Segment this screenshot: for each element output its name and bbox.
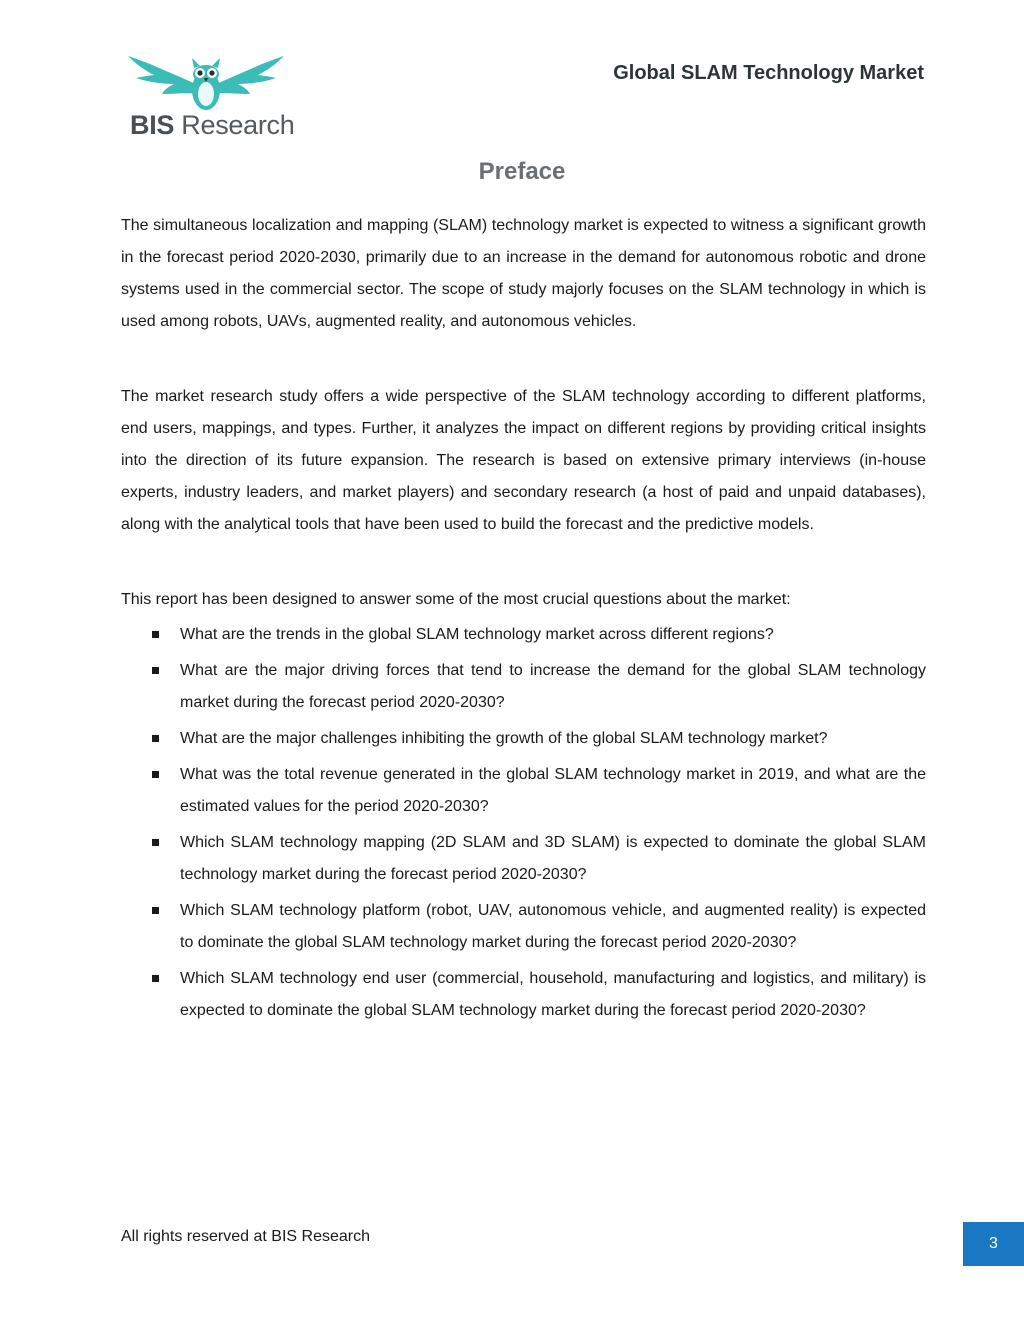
list-item: [121, 895, 926, 959]
document-header-title: Global SLAM Technology Market: [613, 62, 924, 84]
bullet-icon: [152, 839, 159, 846]
list-item: [121, 963, 926, 1027]
bullet-icon: [152, 771, 159, 778]
bullet-icon: [152, 735, 159, 742]
bullet-icon: [152, 631, 159, 638]
paragraph-study-scope: The market research study offers a wide perspective of the SLAM technology according to different platforms, end users, mappings, and types. Further, it analyzes the impact on different regions by providing critical insights into the direction of its future expansion. The research is based on extensive primary interviews (in-house experts, industry leaders, and market players) and secondary research (a host of paid and unpaid databases), along with the analytical tools that have been used to build the forecast and the predictive models.: [121, 388, 926, 533]
page-number-badge: 3: [963, 1222, 1024, 1266]
main-content: [121, 210, 926, 1031]
questions-list: [121, 619, 926, 1027]
logo-regular-text: Research: [174, 110, 295, 140]
list-item: [121, 827, 926, 891]
logo-wordmark: [130, 110, 294, 140]
question-text: What are the major driving forces that tend to increase the demand for the global SLAM technology market during the forecast period 2020-2030?: [180, 662, 926, 711]
question-text: Which SLAM technology end user (commercial, household, manufacturing and logistics, and military) is expected to dominate the global SLAM technology market during the forecast period 2020-2030?: [180, 970, 926, 1019]
question-text: Which SLAM technology mapping (2D SLAM and 3D SLAM) is expected to dominate the global SLAM technology market during the forecast period 2020-2030?: [180, 834, 926, 883]
owl-logo-icon: [128, 50, 284, 112]
bis-research-logo: [128, 50, 295, 140]
logo-bold-text: BIS: [130, 110, 175, 140]
questions-intro: This report has been designed to answer some of the most crucial questions about the market:: [121, 591, 791, 608]
bullet-icon: [152, 907, 159, 914]
question-text: What are the major challenges inhibiting the growth of the global SLAM technology market?: [180, 730, 828, 747]
list-item: [121, 619, 926, 651]
bullet-icon: [152, 975, 159, 982]
question-text: What are the trends in the global SLAM technology market across different regions?: [180, 626, 774, 643]
list-item: [121, 759, 926, 823]
list-item: [121, 723, 926, 755]
list-item: [121, 655, 926, 719]
page-title: Preface: [478, 158, 566, 185]
bullet-icon: [152, 667, 159, 674]
paragraph-intro: The simultaneous localization and mapping (SLAM) technology market is expected to witness a significant growth in the forecast period 2020-2030, primarily due to an increase in the demand for autonomous robotic and drone systems used in the commercial sector. The scope of study majorly focuses on the SLAM technology in which is used among robots, UAVs, augmented reality, and autonomous vehicles.: [121, 217, 926, 330]
question-text: Which SLAM technology platform (robot, UAV, autonomous vehicle, and augmented reality) is expected to dominate the global SLAM technology market during the forecast period 2020-2030?: [180, 902, 926, 951]
question-text: What was the total revenue generated in the global SLAM technology market in 2019, and what are the estimated values for the period 2020-2030?: [180, 766, 926, 815]
footer-rights: All rights reserved at BIS Research: [121, 1228, 370, 1245]
